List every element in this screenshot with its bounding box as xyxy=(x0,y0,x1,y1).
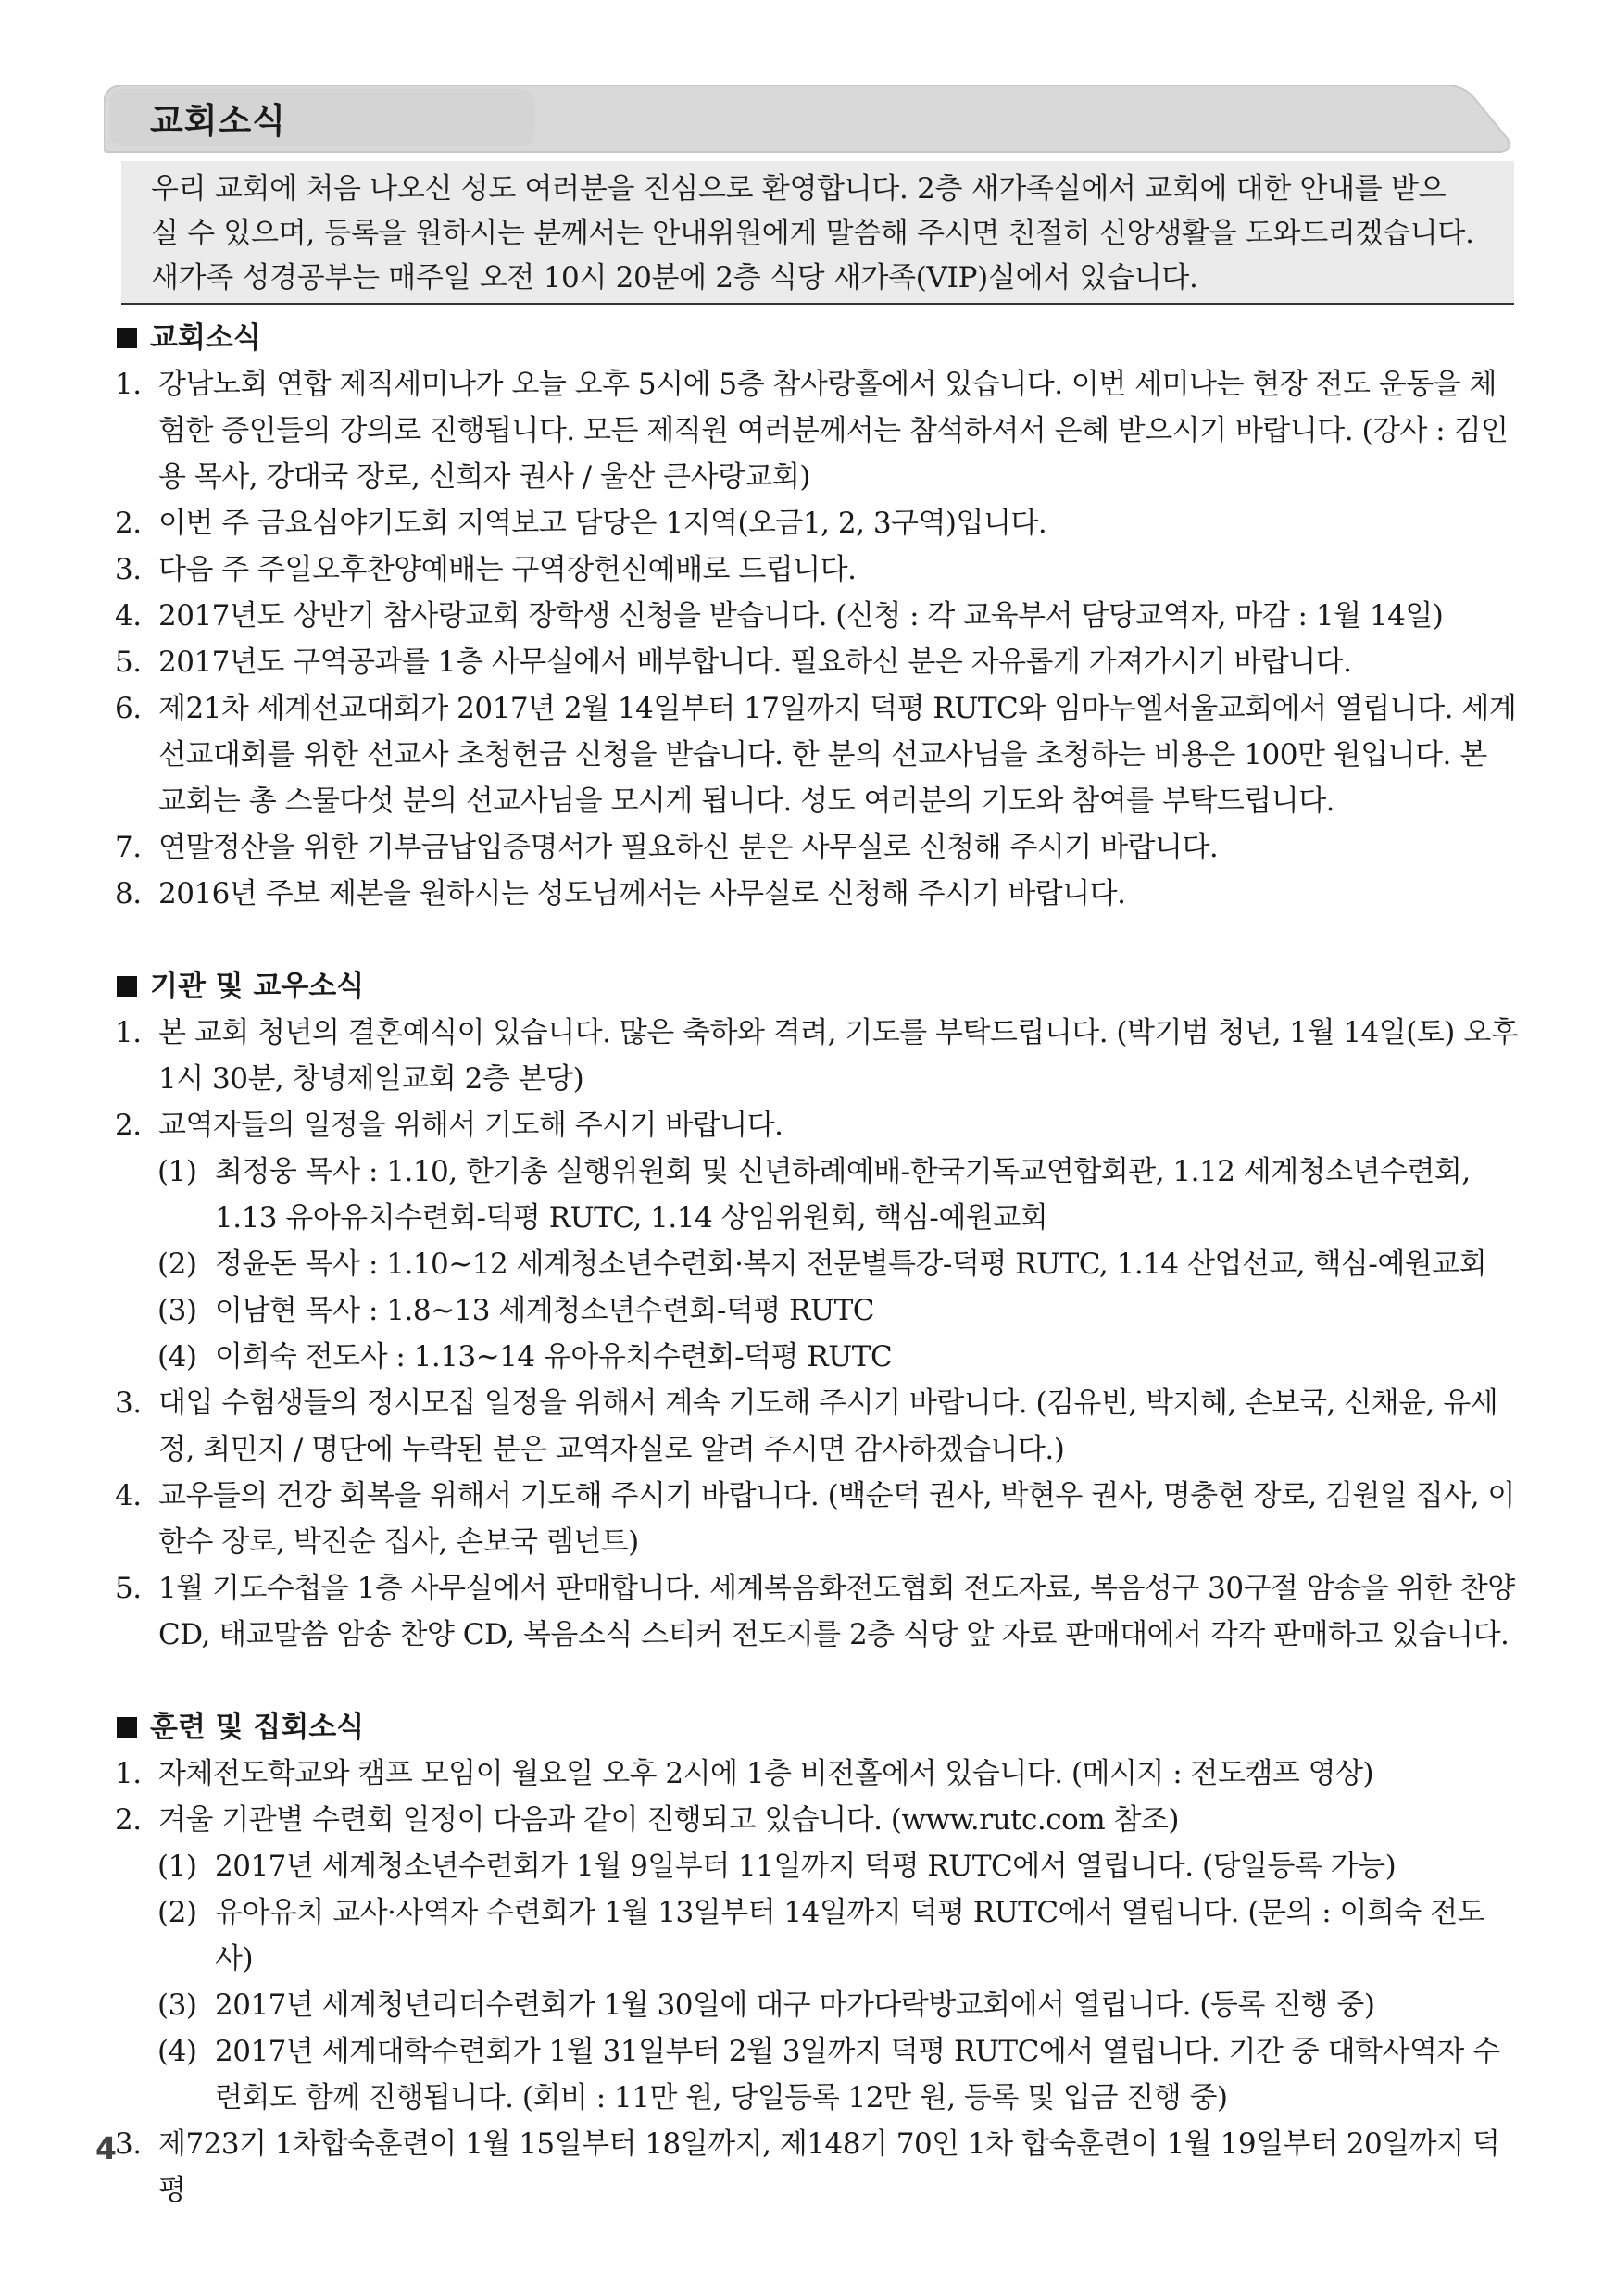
item-text: 2017년 세계청소년수련회가 1월 9일부터 11일까지 덕평 RUTC에서 열립니다. (당일등록 가능) xyxy=(215,1850,1397,1883)
item-number: 2. xyxy=(115,1109,142,1142)
list-item xyxy=(115,1473,1522,1565)
item-number: (2) xyxy=(157,1248,197,1281)
list-item xyxy=(115,685,1522,824)
item-text: 대입 수험생들의 정시모집 일정을 위해서 계속 기도해 주시기 바랍니다. (김유빈, 박지혜, 손보국, 신채윤, 유세정, 최민지 / 명단에 누락된 분은 교역자실로 알려 주시면 감사하겠습니다.) xyxy=(158,1386,1498,1466)
item-number: (1) xyxy=(157,1155,197,1188)
sub-list-item xyxy=(115,1889,1522,1982)
welcome-notice-box xyxy=(121,161,1514,305)
item-number: 4. xyxy=(115,599,142,633)
list-item xyxy=(115,639,1522,685)
section-header-tab xyxy=(104,85,1511,159)
item-text: 이남현 목사 : 1.8~13 세계청소년수련회-덕평 RUTC xyxy=(215,1294,874,1327)
item-text: 교역자들의 일정을 위해서 기도해 주시기 바랍니다. xyxy=(158,1109,783,1142)
item-text: 다음 주 주일오후찬양예배는 구역장헌신예배로 드립니다. xyxy=(158,553,857,586)
list-item xyxy=(115,500,1522,546)
item-text: 1월 기도수첩을 1층 사무실에서 판매합니다. 세계복음화전도협회 전도자료, 복음성구 30구절 암송을 위한 찬양 CD, 태교말씀 암송 찬양 CD, 복음소식 스티커 전도지를 2층 식당 앞 자료 판매대에서 각각 판매하고 있습니다. xyxy=(158,1572,1515,1651)
list-item xyxy=(115,1565,1522,1658)
item-text: 정윤돈 목사 : 1.10~12 세계청소년수련회·복지 전문별특강-덕평 RUTC, 1.14 산업선교, 핵심-예원교회 xyxy=(215,1248,1487,1281)
list-item xyxy=(115,824,1522,871)
section-heading-member-news xyxy=(115,963,1522,1010)
list-item xyxy=(115,1797,1522,1843)
section-heading-training-news xyxy=(115,1704,1522,1750)
item-text: 제21차 세계선교대회가 2017년 2월 14일부터 17일까지 덕평 RUTC와 임마누엘서울교회에서 열립니다. 세계선교대회를 위한 선교사 초청헌금 신청을 받습니다. 한 분의 선교사님을 초청하는 비용은 100만 원입니다. 본 교회는 총 스물다섯 분의 선교사님을 모시게 됩니다. 성도 여러분의 기도와 참여를 부탁드립니다. xyxy=(158,692,1517,818)
item-text: 2016년 주보 제본을 원하시는 성도님께서는 사무실로 신청해 주시기 바랍니다. xyxy=(158,877,1126,910)
section-heading-text: 교회소식 xyxy=(150,321,261,355)
square-bullet-icon xyxy=(117,328,137,348)
item-number: (3) xyxy=(157,1989,197,2022)
item-text: 연말정산을 위한 기부금납입증명서가 필요하신 분은 사무실로 신청해 주시기 바랍니다. xyxy=(158,831,1219,864)
list-item xyxy=(115,546,1522,593)
item-text: 이희숙 전도사 : 1.13~14 유아유치수련회-덕평 RUTC xyxy=(215,1340,893,1374)
item-text: 제723기 1차합숙훈련이 1월 15일부터 18일까지, 제148기 70인 1차 합숙훈련이 1월 19일부터 20일까지 덕평 xyxy=(158,2127,1500,2207)
item-number: 6. xyxy=(115,692,142,725)
item-text: 교우들의 건강 회복을 위해서 기도해 주시기 바랍니다. (백순덕 권사, 박현우 권사, 명충현 장로, 김원일 집사, 이한수 장로, 박진순 집사, 손보국 렘넌트) xyxy=(158,1479,1515,1559)
item-number: 3. xyxy=(115,1386,142,1420)
list-item xyxy=(115,1750,1522,1797)
welcome-line: 실 수 있으며, 등록을 원하시는 분께서는 안내위원에게 말씀해 주시면 친절히 신앙생활을 도와드리겠습니다. xyxy=(151,217,1474,250)
sub-list-item xyxy=(115,1843,1522,1889)
item-number: 2. xyxy=(115,1803,142,1837)
sub-list-item xyxy=(115,1287,1522,1334)
list-item xyxy=(115,1102,1522,1148)
item-number: (4) xyxy=(157,2035,197,2068)
list-item xyxy=(115,1010,1522,1102)
item-number: 2. xyxy=(115,507,142,540)
sub-list-item xyxy=(115,1982,1522,2028)
item-text: 최정웅 목사 : 1.10, 한기총 실행위원회 및 신년하례예배-한국기독교연합회관, 1.12 세계청소년수련회, 1.13 유아유치수련회-덕평 RUTC, 1.14 상임위원회, 핵심-예원교회 xyxy=(215,1155,1471,1235)
item-text: 2017년 세계대학수련회가 1월 31일부터 2월 3일까지 덕평 RUTC에서 열립니다. 기간 중 대학사역자 수련회도 함께 진행됩니다. (회비 : 11만 원, 당일등록 12만 원, 등록 및 입금 진행 중) xyxy=(215,2035,1500,2114)
list-item xyxy=(115,1380,1522,1473)
header-tab-shape xyxy=(104,85,1511,159)
item-number: (3) xyxy=(157,1294,197,1327)
list-item xyxy=(115,2121,1522,2214)
item-text: 자체전도학교와 캠프 모임이 월요일 오후 2시에 1층 비전홀에서 있습니다. (메시지 : 전도캠프 영상) xyxy=(158,1757,1374,1790)
item-number: 5. xyxy=(115,1572,142,1605)
item-number: 1. xyxy=(115,368,142,401)
sub-list-item xyxy=(115,2028,1522,2121)
section-heading-text: 훈련 및 집회소식 xyxy=(150,1711,365,1744)
list-item xyxy=(115,593,1522,639)
square-bullet-icon xyxy=(117,1717,137,1738)
item-text: 2017년도 구역공과를 1층 사무실에서 배부합니다. 필요하신 분은 자유롭게 가져가시기 바랍니다. xyxy=(158,646,1352,679)
welcome-line: 새가족 성경공부는 매주일 오전 10시 20분에 2층 식당 새가족(VIP)실에서 있습니다. xyxy=(151,261,1198,295)
item-number: 1. xyxy=(115,1016,142,1049)
item-number: (4) xyxy=(157,1340,197,1374)
page-title: 교회소식 xyxy=(150,101,286,141)
item-text: 2017년 세계청년리더수련회가 1월 30일에 대구 마가다락방교회에서 열립니다. (등록 진행 중) xyxy=(215,1989,1375,2022)
item-text: 2017년도 상반기 참사랑교회 장학생 신청을 받습니다. (신청 : 각 교육부서 담당교역자, 마감 : 1월 14일) xyxy=(158,599,1444,633)
item-text: 이번 주 금요심야기도회 지역보고 담당은 1지역(오금1, 2, 3구역)입니다. xyxy=(158,507,1047,540)
square-bullet-icon xyxy=(117,976,137,997)
item-number: 3. xyxy=(115,553,142,586)
list-item xyxy=(115,871,1522,917)
item-number: 1. xyxy=(115,1757,142,1790)
item-text: 본 교회 청년의 결혼예식이 있습니다. 많은 축하와 격려, 기도를 부탁드립니다. (박기범 청년, 1월 14일(토) 오후 1시 30분, 창녕제일교회 2층 본당) xyxy=(158,1016,1519,1096)
item-number: 7. xyxy=(115,831,142,864)
item-number: (2) xyxy=(157,1896,197,1929)
list-item xyxy=(115,361,1522,500)
item-number: 4. xyxy=(115,1479,142,1512)
item-number: 8. xyxy=(115,877,142,910)
section-heading-text: 기관 및 교우소식 xyxy=(150,970,365,1003)
item-number: (1) xyxy=(157,1850,197,1883)
main-content xyxy=(115,315,1522,2214)
item-text: 강남노회 연합 제직세미나가 오늘 오후 5시에 5층 참사랑홀에서 있습니다. 이번 세미나는 현장 전도 운동을 체험한 증인들의 강의로 진행됩니다. 모든 제직원 여러분께서는 참석하셔서 은혜 받으시기 바랍니다. (강사 : 김인용 목사, 강대국 장로, 신희자 권사 / 울산 큰사랑교회) xyxy=(158,368,1509,494)
page-number: 4 xyxy=(95,2130,117,2166)
sub-list-item xyxy=(115,1148,1522,1241)
sub-list-item xyxy=(115,1241,1522,1287)
sub-list-item xyxy=(115,1334,1522,1380)
section-heading-church-news xyxy=(115,315,1522,361)
item-text: 유아유치 교사·사역자 수련회가 1월 13일부터 14일까지 덕평 RUTC에서 열립니다. (문의 : 이희숙 전도사) xyxy=(215,1896,1485,1976)
item-number: 5. xyxy=(115,646,142,679)
item-text: 겨울 기관별 수련회 일정이 다음과 같이 진행되고 있습니다. (www.rutc.com 참조) xyxy=(158,1803,1179,1837)
welcome-line: 우리 교회에 처음 나오신 성도 여러분을 진심으로 환영합니다. 2층 새가족실에서 교회에 대한 안내를 받으 xyxy=(151,172,1447,206)
item-number: 3. xyxy=(115,2127,142,2161)
